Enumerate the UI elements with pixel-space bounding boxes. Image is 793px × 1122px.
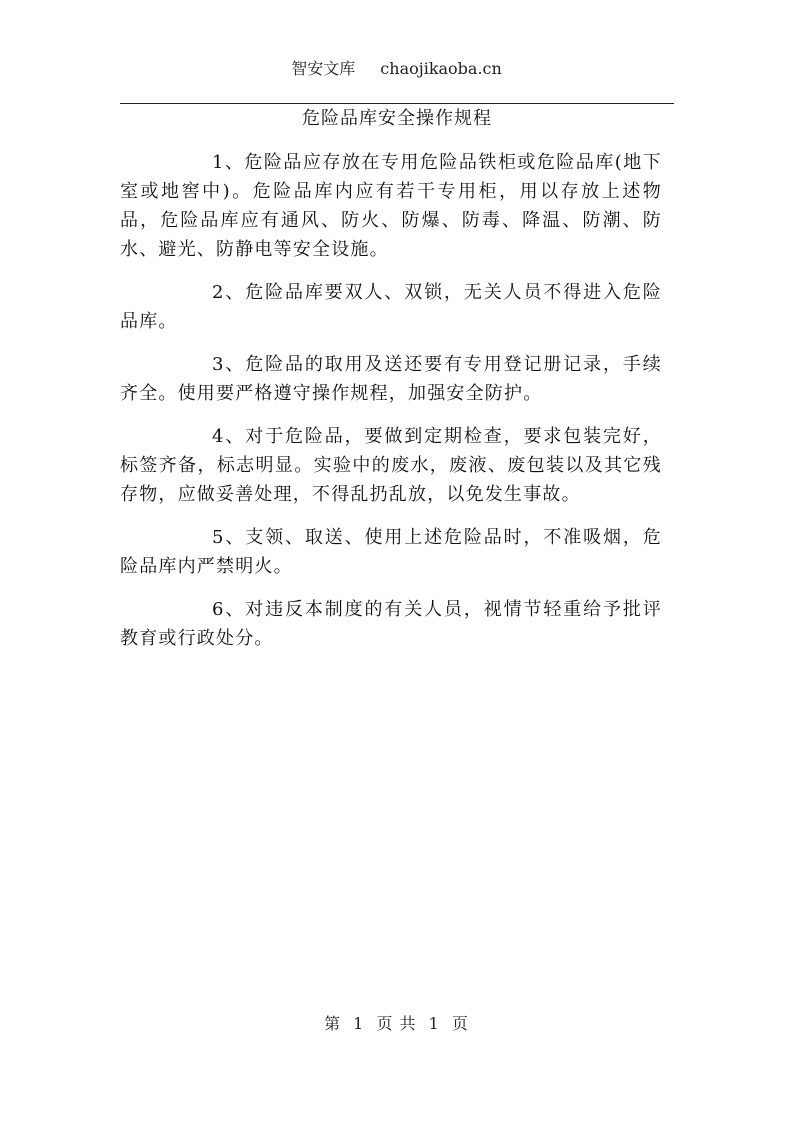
paragraph-3: 3、危险品的取用及送还要有专用登记册记录，手续齐全。使用要严格遵守操作规程，加强安全防护。	[120, 354, 662, 404]
footer-page-mid: 页 共	[376, 1014, 417, 1033]
footer-page-prefix: 第	[324, 1014, 342, 1033]
paragraph-6: 6、对违反本制度的有关人员，视情节轻重给予批评教育或行政处分。	[120, 599, 662, 649]
page-header	[0, 58, 793, 80]
document-title: 危险品库安全操作规程	[302, 108, 492, 129]
footer-page-suffix: 页	[451, 1014, 469, 1033]
paragraph-2: 2、危险品库要双人、双锁，无关人员不得进入危险品库。	[120, 282, 662, 332]
footer-total-pages: 1	[428, 1014, 440, 1033]
footer-current-page: 1	[353, 1014, 365, 1033]
paragraph-5: 5、支领、取送、使用上述危险品时，不准吸烟，危险品库内严禁明火。	[120, 527, 662, 577]
header-site-url: chaojikaoba.cn	[380, 59, 502, 78]
document-body	[120, 148, 662, 667]
header-site-name: 智安文库	[291, 59, 356, 78]
paragraph-1: 1、危险品应存放在专用危险品铁柜或危险品库(地下室或地窖中)。危险品库内应有若干专用柜，用以存放上述物品，危险品库应有通风、防火、防爆、防毒、降温、防潮、防水、避光、防静电等安全设施。	[120, 152, 662, 260]
header-divider	[120, 103, 674, 104]
paragraph-4: 4、对于危险品，要做到定期检查，要求包装完好，标签齐备，标志明显。实验中的废水，废液、废包装以及其它残存物，应做妥善处理，不得乱扔乱放，以免发生事故。	[120, 426, 662, 505]
page-footer	[0, 1013, 793, 1035]
